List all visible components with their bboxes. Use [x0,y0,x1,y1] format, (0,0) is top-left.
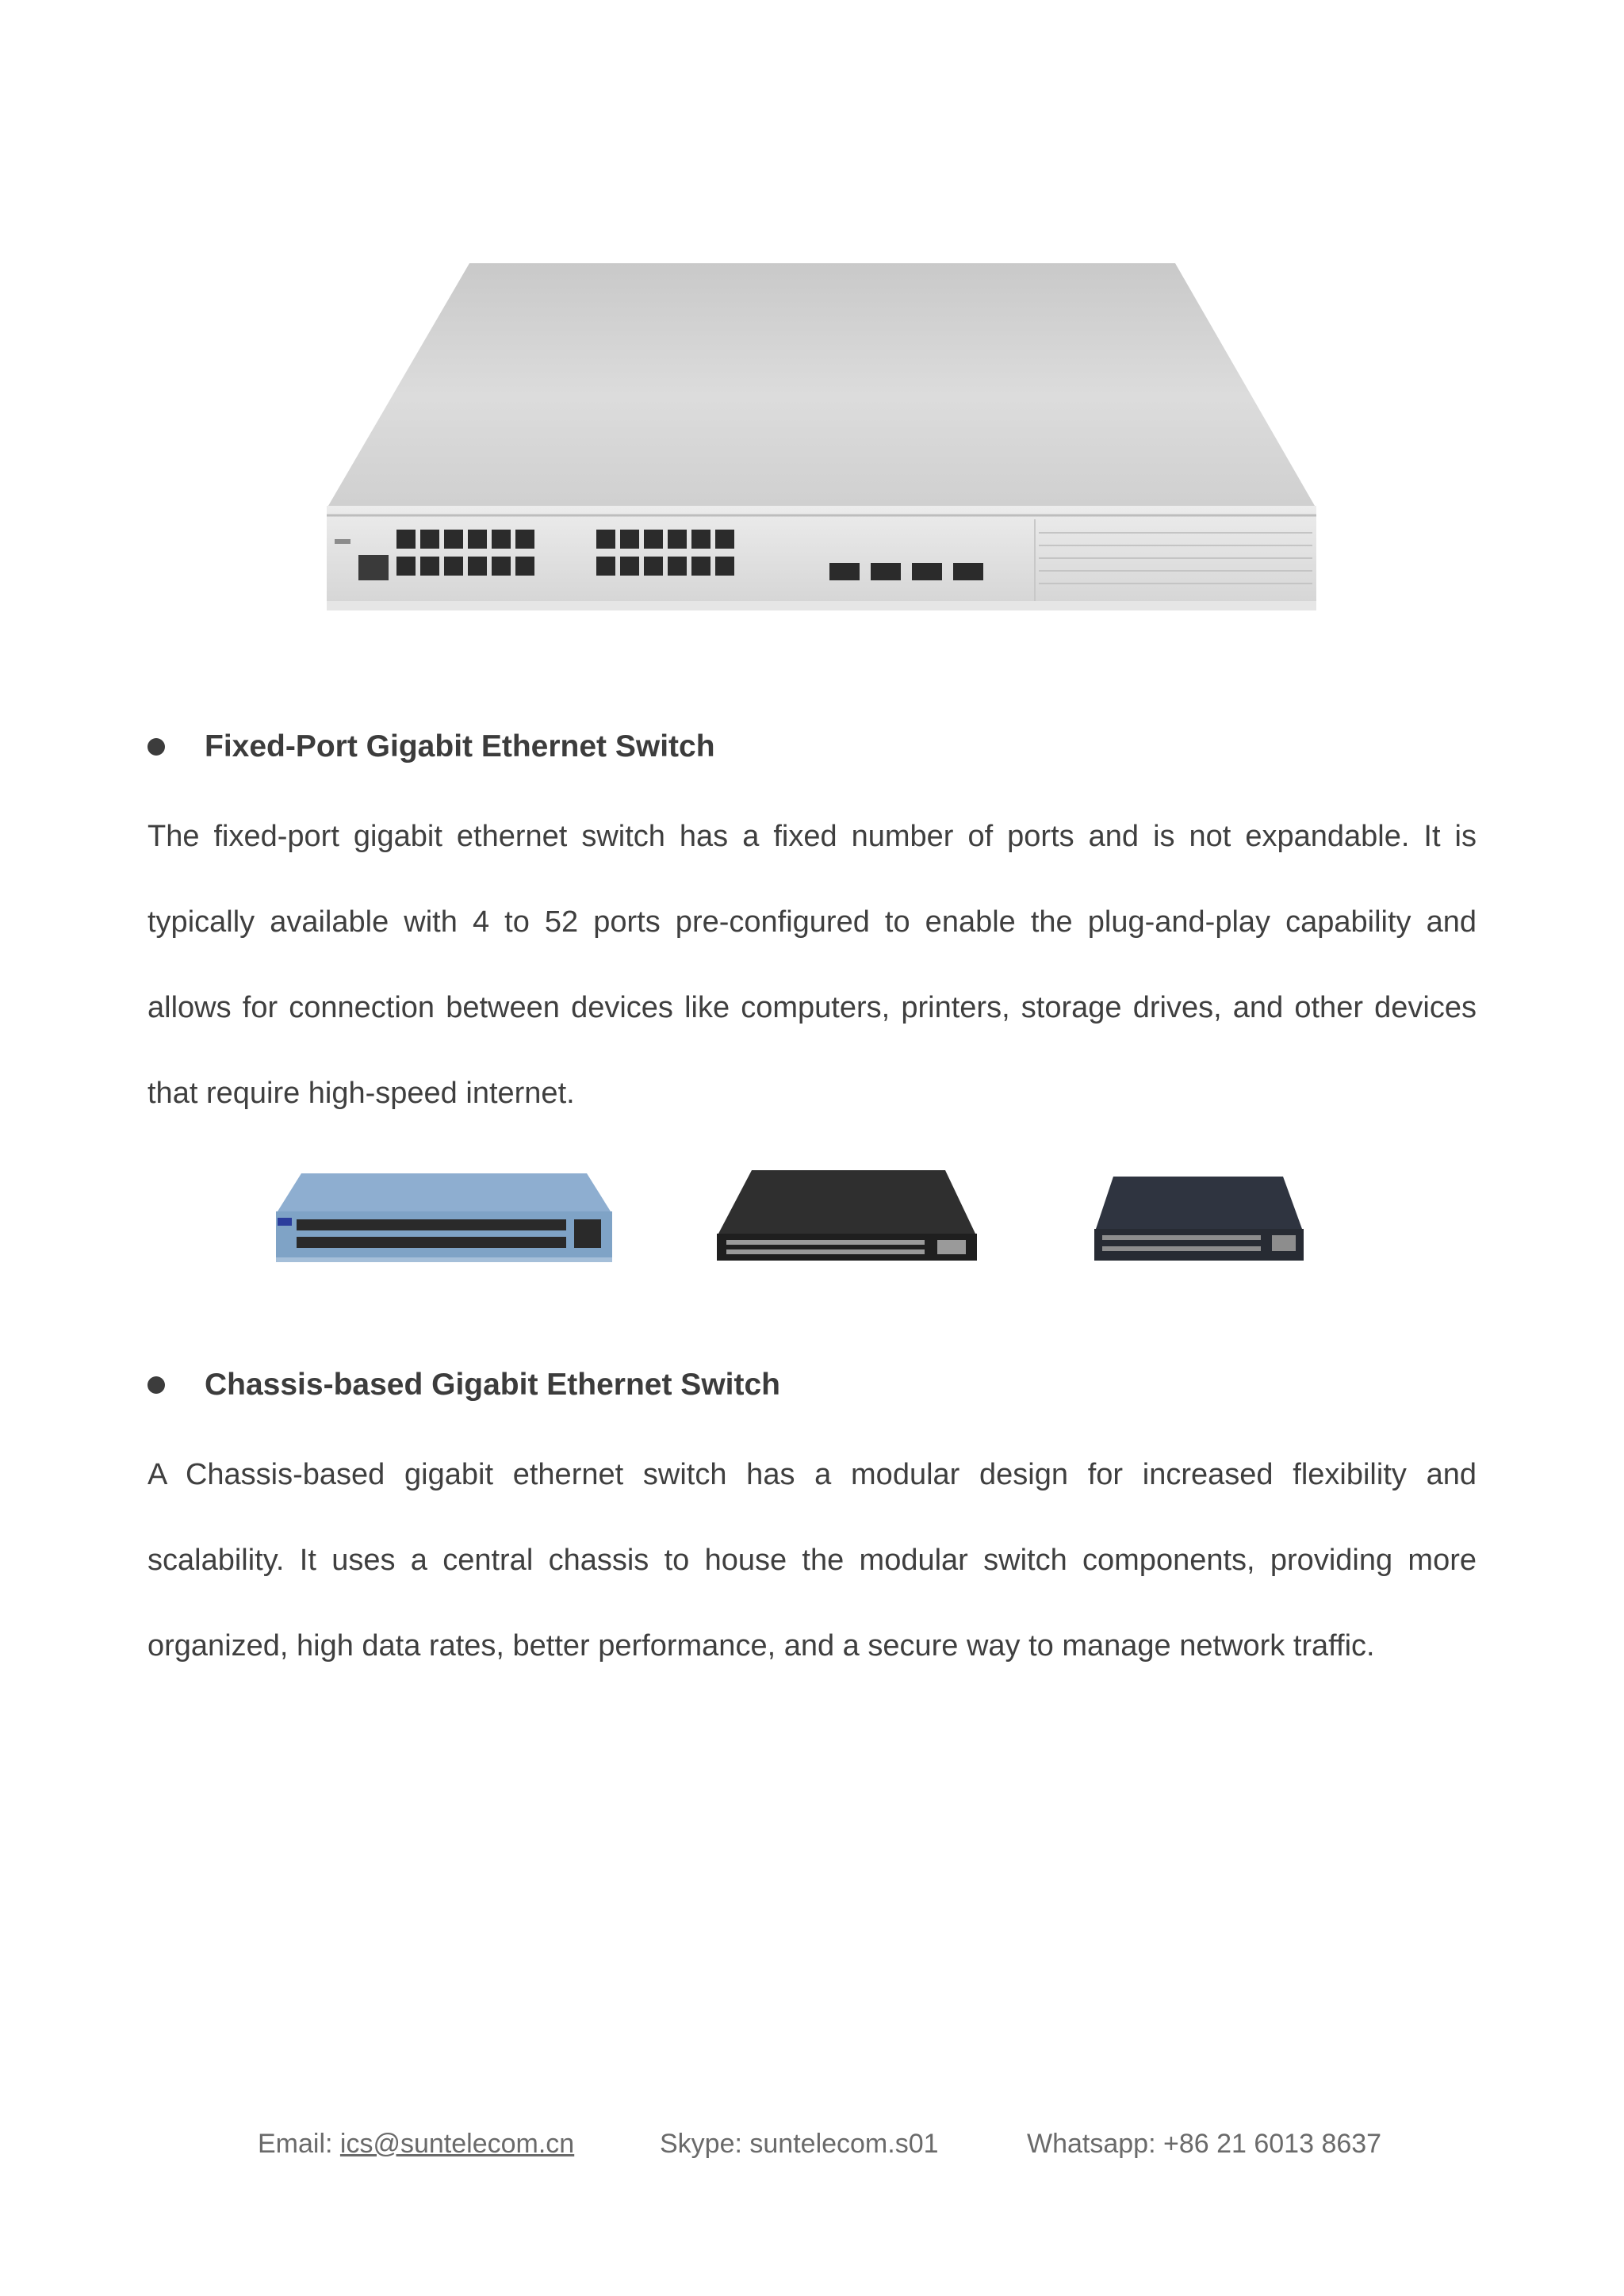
section-heading-chassis-based [147,1368,780,1402]
footer-email [258,2129,574,2160]
section-heading-fixed-port [147,729,715,764]
heading-text: Chassis-based Gigabit Ethernet Switch [205,1368,780,1402]
paragraph-chassis-based: A Chassis-based gigabit ethernet switch has a modular design for increased flexibility and scalability. It uses a central chassis to house the modular switch components, providing more organized, high data rates, better performance, and a secure way to manage network traffic. [147,1458,1477,1663]
email-label: Email: [258,2129,340,2159]
footer-skype: Skype: suntelecom.s01 [660,2129,939,2159]
gigabit-switch-image [317,254,1332,626]
footer-whatsapp: Whatsapp: +86 21 6013 8637 [1027,2129,1382,2159]
bullet-icon [147,1376,165,1394]
black-switch-image [714,1167,980,1270]
blue-switch-image [270,1167,619,1269]
paragraph-fixed-port: The fixed-port gigabit ethernet switch has a fixed number of ports and is not expandable. It is typically available with 4 to 52 ports pre-configured to enable the plug-and-play capability and allows for connection between devices like computers, printers, storage drives, and other devices that require high-speed internet. [147,820,1477,1110]
heading-text: Fixed-Port Gigabit Ethernet Switch [205,729,715,763]
email-link[interactable]: ics@suntelecom.cn [339,2129,575,2159]
dark-sfp-switch-image [1088,1173,1310,1269]
bullet-icon [147,738,165,756]
